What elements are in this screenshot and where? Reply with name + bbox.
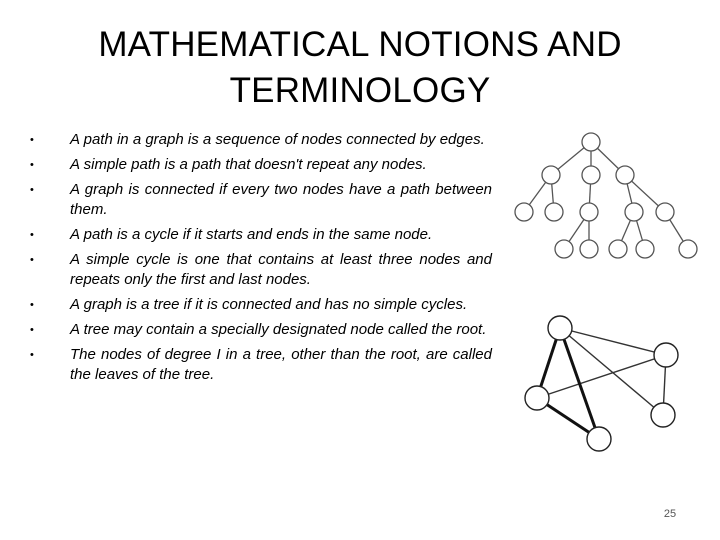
- tree-node: [515, 203, 533, 221]
- bullet-dot-icon: •: [30, 134, 34, 146]
- bullet-text: A simple cycle is one that contains at least three nodes and repeats only the first and last nodes.: [70, 251, 492, 288]
- bullet-dot-icon: •: [30, 324, 34, 336]
- tree-node: [580, 240, 598, 258]
- graph-edges: [537, 328, 666, 439]
- bullet-item: [30, 225, 492, 245]
- tree-node: [555, 240, 573, 258]
- tree-node: [636, 240, 654, 258]
- graph-node: [651, 403, 675, 427]
- tree-node: [582, 166, 600, 184]
- graph-node: [587, 427, 611, 451]
- bullet-list: [30, 130, 492, 390]
- graph-node: [654, 343, 678, 367]
- bullet-item: [30, 130, 492, 150]
- graph-node: [525, 386, 549, 410]
- bullet-dot-icon: •: [30, 299, 34, 311]
- bullet-item: [30, 180, 492, 220]
- tree-node: [616, 166, 634, 184]
- bullet-text: A tree may contain a specially designated node called the root.: [70, 321, 487, 338]
- tree-node: [656, 203, 674, 221]
- cycle-graph-diagram: [515, 305, 685, 465]
- tree-diagram: [505, 128, 705, 268]
- bullet-dot-icon: •: [30, 229, 34, 241]
- tree-node: [609, 240, 627, 258]
- bullet-item: [30, 295, 492, 315]
- graph-nodes: [525, 316, 678, 451]
- bullet-item: [30, 250, 492, 290]
- graph-node: [548, 316, 572, 340]
- tree-node: [679, 240, 697, 258]
- bullet-text: A path is a cycle if it starts and ends in the same node.: [70, 226, 433, 243]
- bullet-text: The nodes of degree I in a tree, other than the root, are called the leaves of the tree.: [70, 346, 492, 383]
- bullet-item: [30, 345, 492, 385]
- slide-title: MATHEMATICAL NOTIONS AND TERMINOLOGY: [98, 25, 622, 110]
- tree-node: [580, 203, 598, 221]
- tree-node: [625, 203, 643, 221]
- tree-edges: [524, 142, 688, 249]
- bullet-dot-icon: •: [30, 254, 34, 266]
- bullet-dot-icon: •: [30, 159, 34, 171]
- tree-node: [542, 166, 560, 184]
- bullet-item: [30, 320, 492, 340]
- page-number: 25: [663, 508, 677, 520]
- tree-nodes: [515, 133, 697, 258]
- tree-node: [545, 203, 563, 221]
- bullet-dot-icon: •: [30, 184, 34, 196]
- bullet-text: A graph is a tree if it is connected and has no simple cycles.: [70, 296, 468, 313]
- bullet-text: A simple path is a path that doesn't repeat any nodes.: [70, 156, 427, 173]
- tree-node: [582, 133, 600, 151]
- bullet-text: A path in a graph is a sequence of nodes connected by edges.: [70, 131, 485, 148]
- bullet-text: A graph is connected if every two nodes have a path between them.: [70, 181, 492, 218]
- bullet-dot-icon: •: [30, 349, 34, 361]
- bullet-item: [30, 155, 492, 175]
